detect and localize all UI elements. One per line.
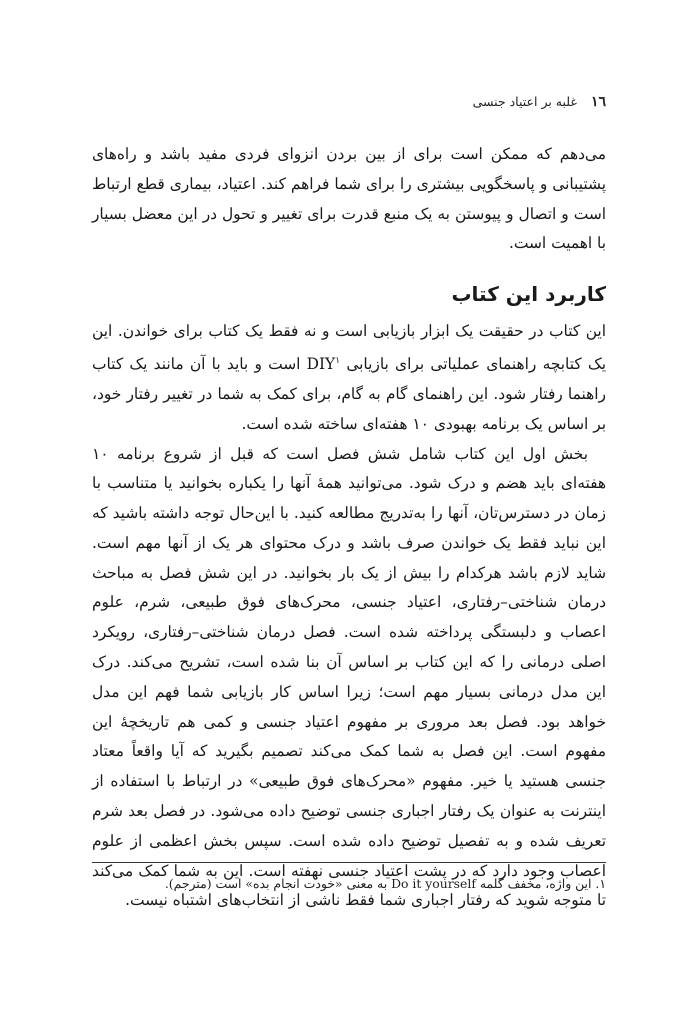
page-content — [92, 140, 606, 916]
running-title: غلبه بر اعتیاد جنسی — [472, 94, 577, 109]
footnote-number: ١. — [595, 876, 606, 891]
page-number: ١٦ — [590, 94, 606, 110]
paragraph1-text-end: است و باید با آن مانند یک کتاب راهنما رفتار شود. این راهنمای گام به گام، برای کمک به شما در تغییر رفتار خود، بر اساس یک برنامه بهبودی ١٠ هفته‌ای ساخته شده است. — [92, 355, 606, 433]
body-paragraph-1 — [92, 317, 606, 439]
paragraph1-text-start: این کتاب در حقیقت یک ابزار بازیابی است و نه فقط یک کتاب برای خواندن. این یک کتابچه راهنمای عملیاتی برای بازیابی — [92, 322, 606, 374]
running-header — [473, 94, 606, 110]
section-heading: کاربرد این کتاب — [451, 282, 606, 307]
intro-paragraph: می‌دهم که ممکن است برای از بین بردن انزوای فردی مفید باشد و راه‌های پشتیبانی و پاسخگویی بیشتری را برای شما فراهم کند. اعتیاد، بیماری قطع ارتباط است و اتصال و پیوستن به یک منبع قدرت برای تغییر و تحول در این معضل بسیار با اهمیت است. — [92, 145, 606, 253]
footnote-english-term: Do it yourself — [391, 876, 476, 891]
footnote-term: DIY — [306, 355, 336, 374]
footnote-text-start: این واژه، مخفف کلمه — [475, 876, 596, 891]
footnote-text-end: به معنی «خودت انجام بده» است (مترجم). — [164, 876, 392, 891]
footnote-divider — [92, 862, 606, 863]
footnote-reference[interactable]: ١ — [335, 355, 341, 366]
body-paragraph-2: بخش اول این کتاب شامل شش فصل است که قبل از شروع برنامه ١٠ هفته‌ای باید هضم و درک شود. می‌توانید همهٔ آنها را یکباره بخوانید یا متناسب با زمان در دسترس‌تان، آنها را به‌تدریج مطالعه کنید. با این‌حال توجه داشته باشید که این نباید فقط یک خواندن صرف باشد و درک محتوای هر یک از آنها مهم است. شاید لازم باشد هرکدام را بیش از یک بار بخوانید. در این شش فصل به مباحث درمان شناختی–رفتاری، اعتیاد جنسی، محرک‌های فوق طبیعی، شرم، علوم اعصاب و دلبستگی پرداخته شده است. فصل درمان شناختی–رفتاری، رویکرد اصلی درمانی را که این کتاب بر اساس آن بنا شده است، تشریح می‌کند. درک این مدل درمانی بسیار مهم است؛ زیرا اساس کار بازیابی شما فهم این مدل خواهد بود. فصل بعد مروری بر مفهوم اعتیاد جنسی و کمی هم تاریخچهٔ این مفهوم است. این فصل به شما کمک می‌کند تصمیم بگیرید که آیا واقعاً معتاد جنسی هستید یا خیر. مفهوم «محرک‌های فوق طبیعی» در ارتباط با استفاده از اینترنت به عنوان یک رفتار اجباری جنسی توضیح داده می‌شود. در فصل بعد شرم تعریف شده و به تفصیل توضیح داده شده است. سپس بخش اعظمی از علوم اعصاب وجود دارد که در پشت اعتیاد جنسی نهفته است. این به شما کمک می‌کند تا متوجه شوید که رفتار اجباری شما فقط ناشی از انتخاب‌های اشتباه نیست. — [92, 444, 606, 910]
footnote — [92, 874, 606, 894]
